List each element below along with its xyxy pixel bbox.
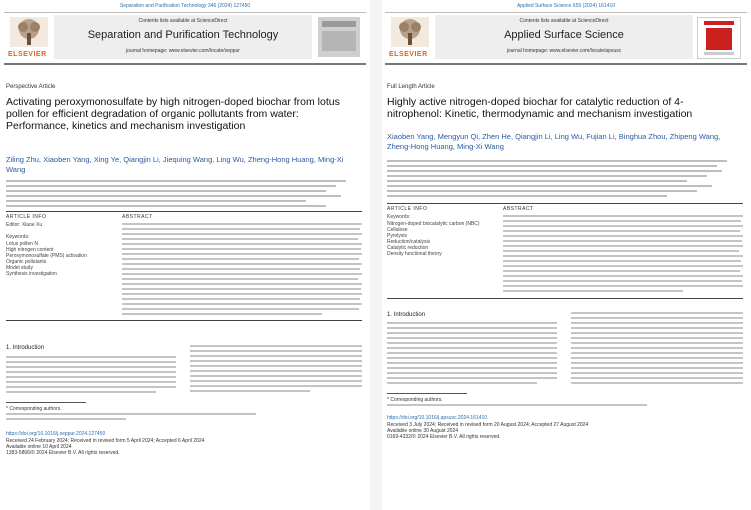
body-text-line	[387, 352, 557, 354]
keyword: Peroxymonosulfate (PMS) activation	[6, 253, 87, 259]
contents-line: Contents lists available at ScienceDirect	[519, 18, 609, 24]
journal-title: Separation and Purification Technology	[87, 29, 279, 41]
abstract-text-line	[122, 258, 359, 260]
article-info-label: ARTICLE INFO	[6, 214, 47, 220]
article-title: Activating peroxymonosulfate by high nitrogen-doped biochar from lotus pollen for efficient degradation of organic pollutants from water: Performance, kinetics and mechanism investigation	[6, 96, 340, 132]
footnote-divider	[387, 393, 467, 394]
editor-note: Editor: Xiaoe Xu	[6, 222, 43, 228]
abstract-text-line	[122, 238, 358, 240]
abstract-text-line	[503, 245, 743, 247]
abstract-text-line	[122, 268, 360, 270]
section-heading: 1. Introduction	[6, 345, 45, 351]
abstract-text-line	[503, 275, 743, 277]
journal-citation[interactable]: Separation and Purification Technology 346 (2024) 127450	[119, 3, 251, 9]
contents-line: Contents lists available at ScienceDirect	[138, 18, 228, 24]
doi-link[interactable]: https://doi.org/10.1016/j.seppur.2024.127450	[6, 431, 106, 437]
body-text-line	[387, 332, 557, 334]
body-text-line	[6, 361, 176, 363]
keyword: Organic pollutants	[6, 259, 47, 265]
section-divider	[6, 320, 362, 321]
keyword: Density functional theory	[387, 251, 442, 257]
body-text-line	[190, 360, 362, 362]
abstract-label: ABSTRACT	[503, 206, 534, 212]
abstract-text-line	[122, 303, 362, 305]
body-text-line	[190, 345, 362, 347]
author-list: Xiaoben Yang, Mengyun Qi, Zhen He, Qiangjin Li, Ling Wu, Fujian Li, Binghua Zhou, Zhipeng Wang, Zheng-Hong Huang, Ming-Xi Wang	[387, 132, 721, 151]
body-text-line	[571, 357, 743, 359]
body-text-line	[571, 362, 743, 364]
elsevier-wordmark: ELSEVIER	[389, 51, 428, 58]
abstract-text-line	[503, 215, 743, 217]
affiliation-line	[387, 160, 727, 162]
online-date: Available online 30 August 2024	[387, 428, 459, 434]
doi-link[interactable]: https://doi.org/10.1016/j.apsusc.2024.161410	[387, 415, 488, 421]
abstract-text-line	[503, 235, 743, 237]
journal-title: Applied Surface Science	[504, 29, 624, 41]
footnote-text-line	[387, 404, 647, 406]
body-text-line	[387, 382, 537, 384]
body-text-line	[387, 377, 557, 379]
footnote-divider	[6, 402, 86, 403]
body-text-line	[6, 391, 156, 393]
abstract-text-line	[503, 270, 740, 272]
section-divider	[6, 211, 362, 212]
abstract-text-line	[122, 308, 359, 310]
affiliation-line	[387, 185, 712, 187]
keyword: Cellulose	[387, 227, 408, 233]
body-text-line	[190, 380, 362, 382]
journal-cover-thumbnail	[697, 17, 741, 59]
keyword: Reduction/catalysis	[387, 239, 431, 245]
abstract-text-line	[122, 243, 362, 245]
journal-header	[4, 12, 366, 65]
elsevier-tree-logo	[391, 17, 429, 47]
journal-homepage[interactable]: journal homepage: www.elsevier.com/locate/apsusc	[506, 48, 622, 54]
affiliation-line	[6, 185, 336, 187]
body-text-line	[571, 377, 743, 379]
body-text-line	[190, 370, 362, 372]
copyright-line: 0169-4332/© 2024 Elsevier B.V. All rights reserved.	[387, 434, 501, 440]
body-text-line	[387, 342, 557, 344]
body-text-line	[571, 342, 743, 344]
body-text-line	[387, 362, 557, 364]
keywords-label: Keywords:	[387, 214, 411, 220]
section-divider	[387, 298, 743, 299]
page-gap	[370, 0, 382, 510]
body-text-line	[190, 385, 362, 387]
affiliation-line	[6, 205, 326, 207]
body-text-line	[571, 317, 743, 319]
affiliation-line	[387, 175, 707, 177]
article-type: Perspective Article	[6, 84, 56, 90]
body-text-line	[571, 372, 743, 374]
affiliation-line	[387, 190, 697, 192]
right-paper-page	[385, 0, 747, 510]
body-text-line	[571, 367, 743, 369]
elsevier-wordmark: ELSEVIER	[8, 51, 47, 58]
keyword: Synthesis investigation	[6, 271, 57, 277]
affiliation-line	[6, 195, 341, 197]
body-text-line	[6, 371, 176, 373]
body-text-line	[571, 347, 743, 349]
journal-cover-thumbnail	[318, 17, 360, 57]
body-text-line	[6, 381, 176, 383]
keywords-label: Keywords:	[6, 234, 30, 240]
body-text-line	[571, 322, 743, 324]
journal-citation[interactable]: Applied Surface Science 659 (2024) 161410	[516, 3, 616, 9]
journal-banner	[54, 15, 312, 59]
affiliation-line	[387, 195, 667, 197]
affiliation-line	[387, 165, 717, 167]
journal-homepage[interactable]: journal homepage: www.elsevier.com/locate/seppur	[126, 48, 240, 54]
affiliation-line	[387, 180, 687, 182]
abstract-text-line	[503, 290, 683, 292]
abstract-text-line	[122, 288, 361, 290]
body-text-line	[571, 327, 743, 329]
abstract-text-line	[122, 298, 360, 300]
keyword: Catalytic reduction	[387, 245, 429, 251]
body-text-line	[571, 382, 743, 384]
abstract-text-line	[122, 273, 362, 275]
section-heading: 1. Introduction	[387, 312, 426, 318]
journal-banner	[435, 15, 693, 59]
affiliation-line	[6, 180, 346, 182]
author-list: Ziling Zhu, Xiaoben Yang, Xing Ye, Qiangjin Li, Jiequing Wang, Ling Wu, Zheng-Hong Huang, Ming-Xi Wang	[6, 155, 344, 174]
article-title: Highly active nitrogen-doped biochar for catalytic reduction of 4-nitrophenol: Kinetic, thermodynamic and mechanism investigation	[387, 96, 693, 120]
abstract-text-line	[503, 265, 743, 267]
body-text-line	[571, 332, 743, 334]
abstract-text-line	[503, 230, 740, 232]
body-text-line	[190, 365, 362, 367]
abstract-text-line	[503, 220, 741, 222]
article-info-label: ARTICLE INFO	[387, 206, 428, 212]
body-text-line	[571, 312, 743, 314]
abstract-text-line	[503, 240, 742, 242]
copyright-line: 1383-5866/© 2024 Elsevier B.V. All rights reserved.	[6, 450, 120, 456]
cover-image	[318, 17, 360, 57]
body-text-line	[190, 390, 310, 392]
affiliation-line	[387, 170, 722, 172]
keyword: Nitrogen-doped biocatalytic carbon (NBC)	[387, 221, 480, 227]
body-text-line	[6, 386, 176, 388]
body-text-line	[387, 347, 557, 349]
abstract-text-line	[122, 223, 362, 225]
corresponding-note: * Corresponding authors.	[6, 406, 62, 412]
abstract-text-line	[503, 260, 741, 262]
body-text-line	[6, 376, 176, 378]
affiliation-line	[6, 200, 306, 202]
body-text-line	[387, 337, 557, 339]
abstract-text-line	[122, 313, 322, 315]
body-text-line	[387, 367, 557, 369]
journal-header	[385, 12, 747, 65]
abstract-text-line	[122, 278, 358, 280]
abstract-text-line	[122, 293, 362, 295]
keyword: Pyrolysis	[387, 233, 408, 239]
abstract-text-line	[503, 285, 743, 287]
abstract-text-line	[503, 280, 742, 282]
corresponding-note: * Corresponding authors.	[387, 397, 443, 403]
body-text-line	[6, 356, 176, 358]
body-text-line	[190, 350, 362, 352]
cover-image	[698, 18, 740, 58]
abstract-text-line	[122, 263, 362, 265]
body-text-line	[387, 372, 557, 374]
article-type: Full Length Article	[387, 84, 435, 90]
abstract-label: ABSTRACT	[122, 214, 153, 220]
keyword: Lotus pollen N	[6, 241, 38, 247]
keyword: Model study	[6, 265, 33, 271]
affiliation-line	[6, 190, 326, 192]
section-divider	[387, 203, 743, 204]
elsevier-tree-logo	[10, 17, 48, 47]
abstract-text-line	[122, 283, 362, 285]
abstract-text-line	[122, 253, 362, 255]
body-text-line	[387, 322, 557, 324]
abstract-text-line	[503, 225, 743, 227]
body-text-line	[190, 375, 362, 377]
body-text-line	[571, 352, 743, 354]
body-text-line	[387, 327, 557, 329]
online-date: Available online 10 April 2024	[6, 444, 72, 450]
abstract-text-line	[503, 250, 739, 252]
received-dates: Received 24 February 2024; Received in revised form 5 April 2024; Accepted 6 April 2024	[6, 438, 205, 444]
body-text-line	[190, 355, 362, 357]
footnote-text-line	[6, 413, 256, 415]
abstract-text-line	[503, 255, 743, 257]
abstract-text-line	[122, 248, 361, 250]
abstract-text-line	[122, 233, 362, 235]
footnote-text-line	[6, 418, 126, 420]
abstract-text-line	[122, 228, 360, 230]
body-text-line	[6, 366, 176, 368]
left-paper-page	[4, 0, 366, 510]
keyword: High nitrogen content	[6, 247, 54, 253]
body-text-line	[387, 357, 557, 359]
body-text-line	[571, 337, 743, 339]
received-dates: Received 3 July 2024; Received in revised form 20 August 2024; Accepted 27 August 2024	[387, 422, 589, 428]
